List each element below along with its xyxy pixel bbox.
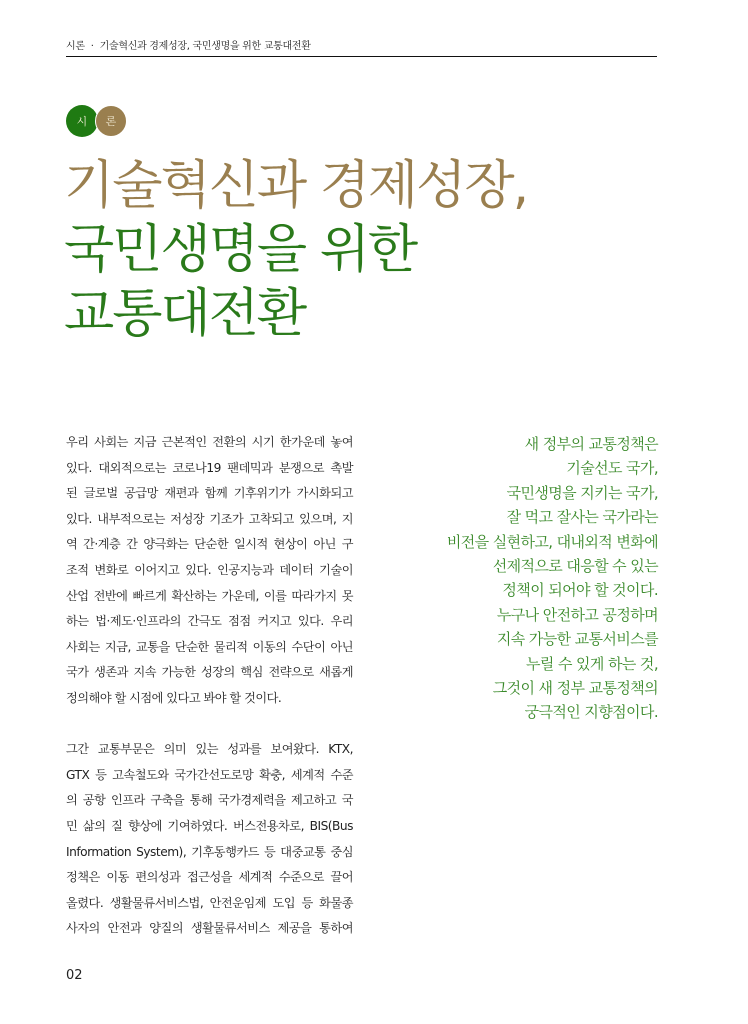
title-line-3: 교통대전환 [64,284,306,344]
body-line: 사회는 지금, 교통을 단순한 물리적 이동의 수단이 아닌 [66,639,353,654]
body-line: 국가 생존과 지속 가능한 성장의 핵심 전략으로 새롭게 [66,665,353,680]
body-line: 있다. 대외적으로는 코로나19 팬데믹과 분쟁으로 촉발 [66,460,353,475]
body-line: 정의해야 할 시점에 있다고 봐야 할 것이다. [66,690,282,705]
body-line: Information System), 기후동행카드 등 대중교통 중심 [66,844,353,859]
body-line: 정책은 이동 편의성과 접근성을 세계적 수준으로 끌어 [66,870,353,885]
body-line: 역 간·계층 간 양극화는 단순한 일시적 현상이 아닌 구 [66,537,353,552]
body-line: 산업 전반에 빠르게 확산하는 가운데, 이를 따라가지 못 [66,588,353,603]
badge-circle-tan: 론 [95,105,127,137]
body-line: 민 삶의 질 향상에 기여하였다. 버스전용차로, BIS(Bus [66,818,353,833]
body-line: 조적 변화로 이어지고 있다. 인공지능과 데이터 기술이 [66,562,353,577]
title-line-1: 기술혁신과 경제성장, [64,156,528,216]
body-line: 사자의 안전과 양질의 생활물류서비스 제공을 통하여 [66,921,353,936]
running-header [66,37,657,52]
body-line: 하는 법·제도·인프라의 간극도 점점 커지고 있다. 우리 [66,614,353,629]
body-line: 된 글로벌 공급망 재편과 함께 기후위기가 가시화되고 [66,486,353,501]
badge-circle-green: 시 [66,105,98,137]
title-line-2: 국민생명을 위한 [64,220,417,280]
body-text-column [66,430,353,967]
pull-quote-line: 비전을 실현하고, 대내외적 변화에 [446,532,658,551]
pull-quote-line: 지속 가능한 교통서비스를 [496,630,658,649]
body-line: 올렸다. 생활물류서비스법, 안전운임제 도입 등 화물종 [66,895,353,910]
body-paragraph-1 [66,430,353,712]
pull-quote-line: 선제적으로 대응할 수 있는 [492,557,658,576]
body-line: 우리 사회는 지금 근본적인 전환의 시기 한가운데 놓여 [66,435,353,449]
body-paragraph-2 [66,737,353,942]
body-line: GTX 등 고속철도와 국가간선도로망 확충, 세계적 수준 [66,767,353,782]
page-number: 02 [66,968,83,983]
body-line: 그간 교통부문은 의미 있는 성과를 보여왔다. KTX, [66,742,353,757]
pull-quote-line: 그것이 새 정부 교통정책의 [492,679,658,698]
pull-quote-line: 새 정부의 교통정책은 [524,435,658,453]
section-badge [66,105,136,137]
header-section: 시론 [66,41,85,52]
pull-quote-line: 정책이 되어야 할 것이다. [502,581,658,600]
header-running-title: 기술혁신과 경제성장, 국민생명을 위한 교통대전환 [99,41,311,52]
pull-quote-line: 기술선도 국가, [566,459,658,478]
article-title [64,154,527,346]
body-line: 의 공항 인프라 구축을 통해 국가경제력을 제고하고 국 [66,793,353,808]
pull-quote-line: 국민생명을 지키는 국가, [506,483,658,502]
header-divider [66,56,657,57]
header-separator: · [90,41,94,52]
pull-quote-line: 궁극적인 지향점이다. [524,703,658,722]
pull-quote-line: 누구나 안전하고 공정하며 [496,605,658,624]
body-line: 있다. 내부적으로는 저성장 기조가 고착되고 있으며, 지 [66,511,353,526]
pull-quote [418,432,658,725]
pull-quote-line: 잘 먹고 잘사는 국가라는 [506,508,658,527]
pull-quote-line: 누릴 수 있게 하는 것, [526,654,658,673]
